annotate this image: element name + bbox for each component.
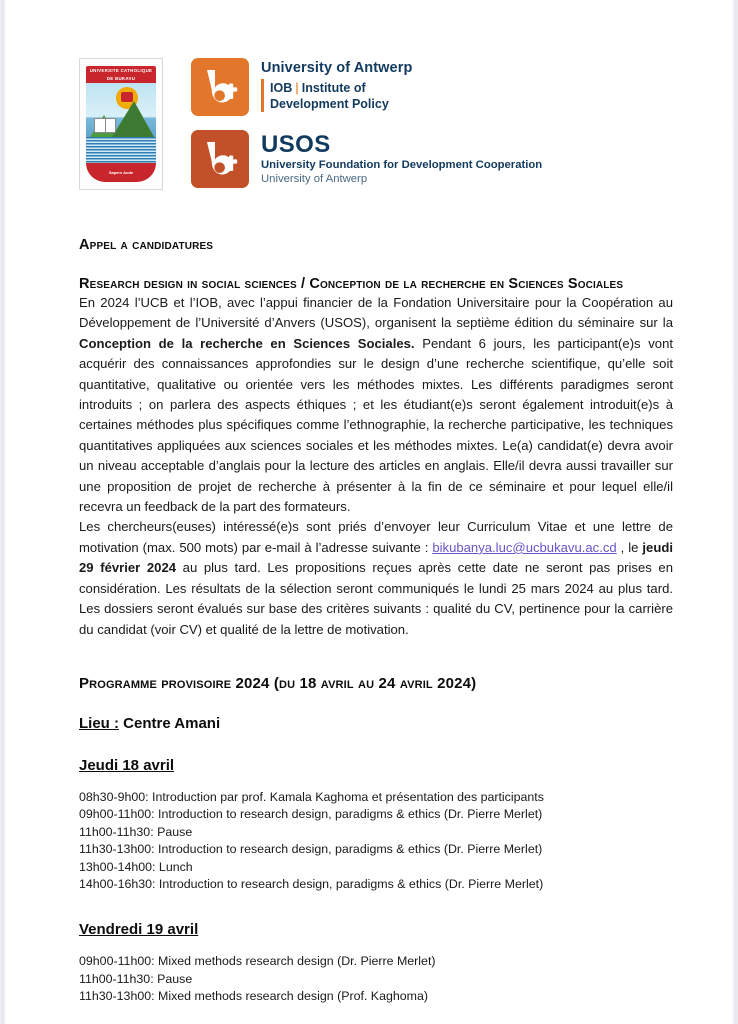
crest-top-banner: UNIVERSITE CATHOLIQUE DE BUKAVU: [86, 66, 156, 83]
logo-header: [79, 58, 542, 190]
page-title: Research design in social sciences / Conception de la recherche en Sciences Sociales: [79, 276, 624, 292]
iob-institute-line2: Development Policy: [270, 97, 389, 111]
venue-value: Centre Amani: [123, 714, 221, 732]
venue-line: [79, 714, 673, 734]
application-paragraph: [79, 517, 673, 639]
usos-logo: [191, 130, 542, 188]
application-text-part3: au plus tard. Les propositions reçues après cette date ne seront pas prises en considération. Les résultats de la sélection seront communiqués le lundi 25 mars 2024 au plus tard. Les dossiers seront évalués sur base des critères suivants : qualité du CV, pertinence pour la carrière du candidat (voir CV) et qualité de la lettre de motivation.: [79, 560, 673, 637]
uantwerp-mark-icon: [191, 58, 249, 116]
application-text-part2: , le: [616, 539, 643, 555]
schedule-item: 11h00-11h30: Pause: [79, 971, 193, 986]
call-for-applications-kicker: Appel a candidatures: [79, 237, 214, 253]
schedule-item: 13h00-14h00: Lunch: [79, 859, 193, 874]
day-heading-thursday: Jeudi 18 avril: [79, 756, 175, 774]
uantwerp-iob-text: [261, 58, 412, 112]
intro-text-part2: Pendant 6 jours, les participant(e)s vont acquérir des connaissances approfondies sur le design d’une recherche scientifique, qu’elle soit quantitative, qualitative ou orientée vers les méthodes mixtes. Les différents paradigmes seront introduits ; on parlera des aspects éthiques ; et les étudiant(e)s seront également introduit(e)s à certaines méthodes plus spécifiques comme l’ethnographie, la recherche participative, les techniques quantitatives appliquées aux sciences sociales et les méthodes mixtes. Le(a) candidat(e) devra avoir un niveau acceptable d’anglais pour la lecture des articles en anglais. Elle/il devra aussi travailler sur une proposition de projet de recherche à présenter à la fin de ce séminaire et pour lequel elle/il recevra un feedback de la part des formateurs.: [79, 335, 673, 515]
crest-mountain: [112, 101, 154, 137]
schedule-item: 11h30-13h00: Mixed methods research design (Prof. Kaghoma): [79, 989, 428, 1004]
seminar-name-bold: Conception de la recherche en Sciences Sociales.: [79, 335, 415, 351]
schedule-item: 11h00-11h30: Pause: [79, 824, 193, 839]
document-body: [79, 236, 673, 1006]
iob-abbreviation: IOB: [270, 81, 293, 95]
schedule-item: 11h30-13h00: Introduction to research design, paradigms & ethics (Dr. Pierre Merlet): [79, 842, 543, 857]
schedule-item: 09h00-11h00: Introduction to research design, paradigms & ethics (Dr. Pierre Merlet): [79, 807, 543, 822]
iob-separator: |: [295, 81, 299, 95]
schedule-item: 08h30-9h00: Introduction par prof. Kamala Kaghoma et présentation des participants: [79, 789, 544, 804]
ucb-crest-logo: [79, 58, 163, 190]
venue-label: Lieu :: [79, 714, 119, 732]
schedule-item: 09h00-11h00: Mixed methods research design (Dr. Pierre Merlet): [79, 954, 436, 969]
usos-affiliation: University of Antwerp: [261, 173, 368, 185]
application-text-part1: Les chercheurs(euses) intéressé(e)s sont priés d’envoyer leur Curriculum Vitae et une lettre de motivation (max. 500 mots) par e-mail à l’adresse suivante :: [79, 519, 673, 555]
contact-email-link[interactable]: bikubanya.luc@ucbukavu.ac.cd: [432, 539, 617, 555]
intro-paragraph: [79, 293, 673, 517]
usos-mark-icon: [191, 130, 249, 188]
uantwerp-university-name: University of Antwerp: [261, 60, 413, 76]
antwerp-logos: [191, 58, 542, 188]
day-heading-friday: Vendredi 19 avril: [79, 921, 199, 939]
intro-text-part1: En 2024 l’UCB et l’IOB, avec l’appui financier de la Fondation Universitaire pour la Coopération au Développement de l’Université d’Anvers (USOS), organisent la septième édition du séminaire sur la: [79, 295, 673, 331]
usos-subtitle: University Foundation for Development Cooperation: [261, 159, 543, 171]
schedule-item: 14h00-16h30: Introduction to research design, paradigms & ethics (Dr. Pierre Merlet): [79, 876, 544, 891]
programme-section: [79, 674, 673, 1006]
document-page: [7, 0, 731, 1024]
crest-book-icon: [94, 118, 116, 133]
page-right-edge-shadow: [731, 0, 738, 1024]
schedule-friday: [79, 953, 673, 1005]
iob-institute-line1: Institute of: [301, 81, 366, 95]
deadline-date-bold: jeudi 29 février 2024: [79, 539, 673, 576]
crest-illustration: [86, 83, 156, 163]
uantwerp-iob-logo: [191, 58, 542, 116]
crest-bottom-banner: Sapere Aude: [86, 163, 156, 182]
programme-heading: Programme provisoire 2024 (du 18 avril au 24 avril 2024): [79, 674, 477, 692]
iob-institute-line: [261, 79, 412, 112]
page-left-edge-shadow: [0, 0, 7, 1024]
iob-accent-bar: [261, 79, 264, 112]
usos-text: [261, 130, 542, 186]
schedule-thursday: [79, 789, 673, 893]
usos-title: USOS: [261, 131, 331, 158]
crest-lake: [86, 137, 156, 163]
